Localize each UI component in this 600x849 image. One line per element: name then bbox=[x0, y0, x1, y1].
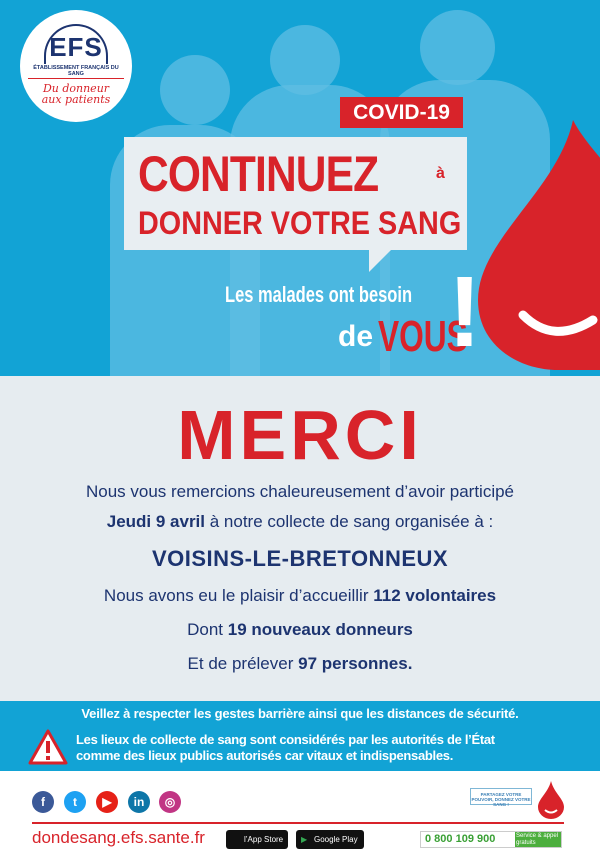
blood-drop-icon bbox=[538, 781, 564, 819]
silhouette bbox=[160, 55, 230, 125]
play-icon: ▶ bbox=[301, 835, 308, 844]
message: Les malades ont besoin bbox=[225, 282, 413, 307]
vous-text: VOUS bbox=[378, 312, 468, 361]
hero: EFS ÉTABLISSEMENT FRANÇAIS DU SANG Du donneur aux patients COVID-19 CONTINUEZ à DONNER VOTRE SANG Les malades ont besoin de VOUS ! bbox=[0, 0, 600, 376]
phone-number[interactable]: 0 800 109 900 Service & appel gratuits bbox=[420, 831, 562, 848]
linkedin-icon[interactable]: in bbox=[128, 791, 150, 813]
covid-badge: COVID-19 bbox=[340, 97, 463, 128]
share-bubble: PARTAGEZ VOTRE POUVOIR, DONNEZ VOTRE SANG ! bbox=[470, 788, 532, 805]
website-link[interactable]: dondesang.efs.sante.fr bbox=[32, 828, 205, 847]
twitter-icon[interactable]: t bbox=[64, 791, 86, 813]
blood-drop-icon bbox=[478, 120, 600, 370]
google-play-button[interactable]: ▶ Google Play bbox=[296, 830, 364, 849]
headline-box: CONTINUEZ à DONNER VOTRE SANG bbox=[124, 137, 467, 250]
thanks-section: MERCI Nous vous remercions chaleureusement d’avoir participé Jeudi 9 avril à notre collecte de sang organisée à : VOISINS-LE-BRETONNEUX Nous avons eu le plaisir d’accueillir 112 volontaires Dont 19 nouveaux donneurs Et de prélever 97 personnes. bbox=[0, 376, 600, 701]
youtube-icon[interactable]: ▶ bbox=[96, 791, 118, 813]
merci-title: MERCI bbox=[177, 396, 423, 474]
efs-logo: EFS ÉTABLISSEMENT FRANÇAIS DU SANG Du donneur aux patients bbox=[20, 10, 132, 122]
divider bbox=[32, 822, 564, 824]
footer bbox=[0, 771, 600, 849]
instagram-icon[interactable]: ◎ bbox=[159, 791, 181, 813]
silhouette bbox=[420, 10, 495, 85]
facebook-icon[interactable]: f bbox=[32, 791, 54, 813]
warning-icon bbox=[28, 729, 68, 765]
city-name: VOISINS-LE-BRETONNEUX bbox=[151, 546, 449, 571]
app-store-button[interactable]: l’App Store bbox=[226, 830, 288, 849]
safety-notice: Veillez à respecter les gestes barrière ainsi que les distances de sécurité. Les lieux de collecte de sang sont considérés par les autorités de l’État comme des lieux publics autorisés car vitaux et indispensables. bbox=[0, 701, 600, 771]
